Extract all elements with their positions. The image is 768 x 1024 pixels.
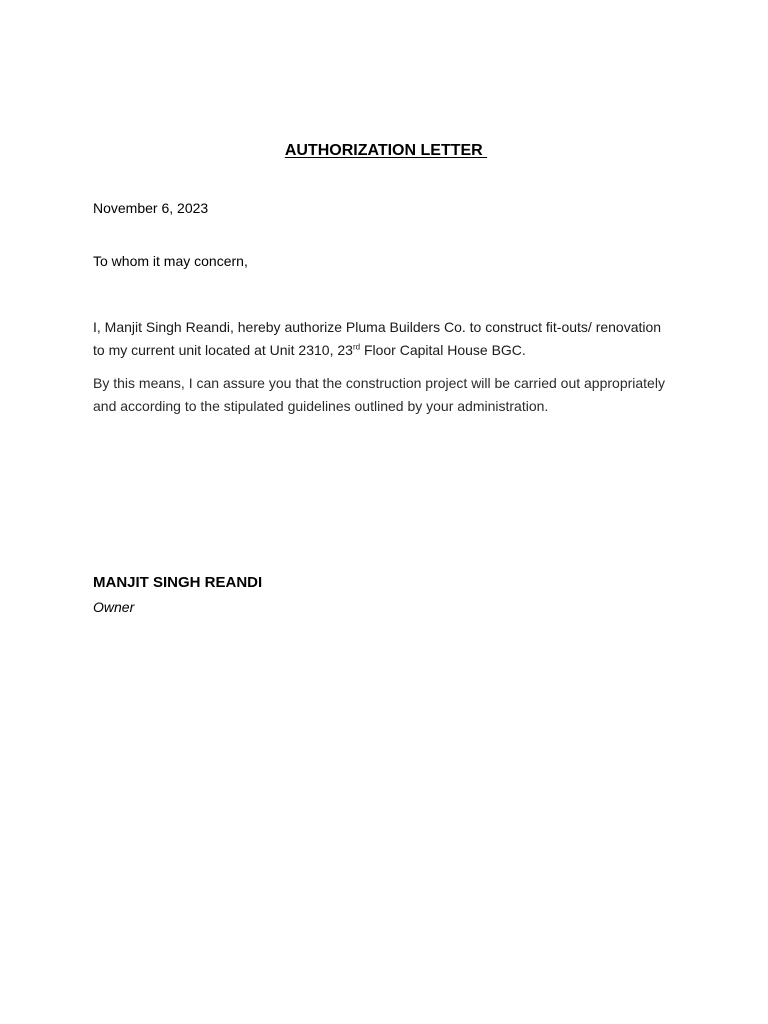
signatory-name: MANJIT SINGH REANDI xyxy=(93,574,263,591)
letter-date: November 6, 2023 xyxy=(93,200,209,216)
assurance-paragraph xyxy=(93,372,693,418)
letter-title: AUTHORIZATION LETTER xyxy=(284,142,488,159)
unit-location-text: to my current unit located at Unit 2310, 23 xyxy=(93,342,353,358)
signatory-role: Owner xyxy=(93,599,135,615)
assurance-line-2: and according to the stipulated guidelines outlined by your administration. xyxy=(93,398,549,414)
authorization-paragraph xyxy=(93,316,693,362)
ordinal-suffix: rd xyxy=(352,342,361,352)
authorization-line-1: I, Manjit Singh Reandi, hereby authorize Pluma Builders Co. to construct fit-outs/ renovation xyxy=(93,319,662,335)
letter-salutation: To whom it may concern, xyxy=(93,253,248,269)
assurance-line-1: By this means, I can assure you that the construction project will be carried out appropriately xyxy=(93,375,665,391)
floor-location-text: Floor Capital House BGC. xyxy=(360,342,526,358)
authorization-line-2 xyxy=(93,339,693,362)
